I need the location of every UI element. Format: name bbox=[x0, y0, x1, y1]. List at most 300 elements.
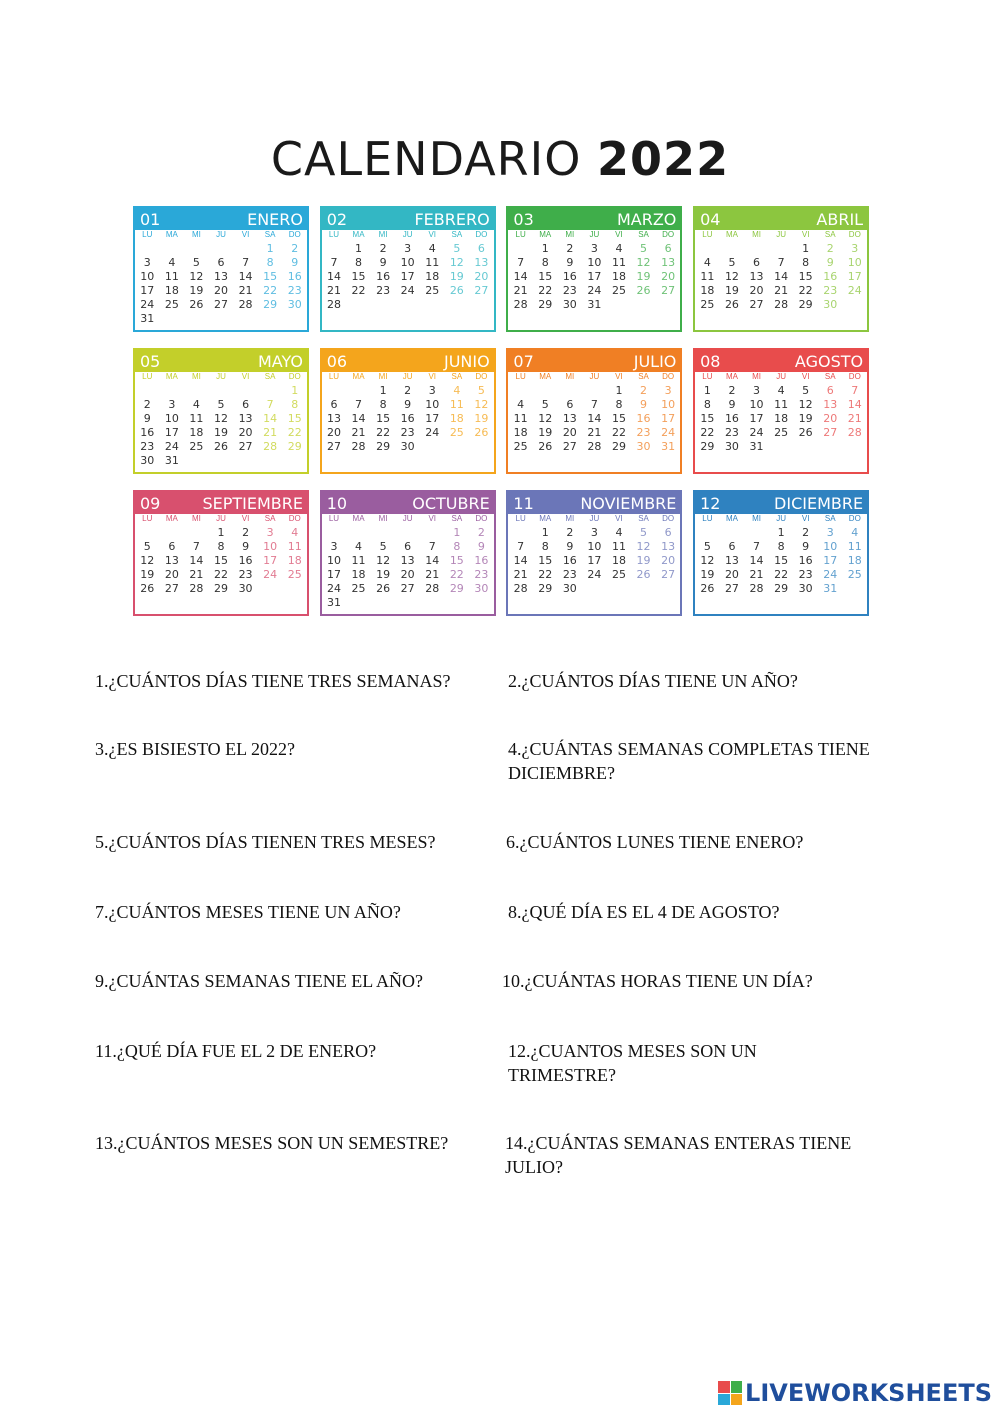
weekday-label: JU bbox=[216, 372, 226, 381]
day-number: 27 bbox=[823, 426, 838, 439]
day-number: 19 bbox=[140, 568, 155, 581]
day-number: 30 bbox=[562, 582, 577, 595]
day-number: 25 bbox=[189, 440, 204, 453]
day-number: 21 bbox=[263, 426, 278, 439]
day-number: 11 bbox=[449, 398, 464, 411]
empty-cell bbox=[184, 526, 209, 540]
logo-text: LIVEWORKSHEETS bbox=[745, 1379, 992, 1407]
day-number: 28 bbox=[513, 298, 528, 311]
weekday-label: DO bbox=[475, 372, 488, 381]
empty-cell bbox=[720, 242, 745, 256]
day-number: 13 bbox=[474, 256, 489, 269]
question-5: 5.¿CUÁNTOS DÍAS TIENEN TRES MESES? bbox=[95, 832, 436, 852]
day-number: 11 bbox=[513, 412, 528, 425]
empty-cell bbox=[322, 384, 347, 398]
day-number: 22 bbox=[263, 284, 278, 297]
day-number: 19 bbox=[636, 270, 651, 283]
day-number: 29 bbox=[538, 582, 553, 595]
weekday-label: VI bbox=[241, 230, 250, 239]
day-number: 26 bbox=[538, 440, 553, 453]
weekday-header-row bbox=[695, 372, 867, 382]
day-number: 15 bbox=[700, 412, 715, 425]
day-number: 10 bbox=[140, 270, 155, 283]
day-number: 30 bbox=[287, 298, 302, 311]
day-number: 10 bbox=[425, 398, 440, 411]
month-number: 03 bbox=[513, 210, 534, 229]
day-number: 9 bbox=[566, 256, 574, 269]
empty-cell bbox=[744, 526, 769, 540]
weekday-label: MA bbox=[539, 230, 552, 239]
day-number: 5 bbox=[802, 384, 810, 397]
weekday-label: VI bbox=[428, 514, 437, 523]
question-2: 2.¿CUÁNTOS DÍAS TIENE UN AÑO? bbox=[508, 671, 798, 691]
day-number: 8 bbox=[541, 540, 549, 553]
weekday-label: LU bbox=[328, 514, 340, 523]
day-number: 7 bbox=[517, 540, 525, 553]
day-number: 14 bbox=[847, 398, 862, 411]
weekday-label: JU bbox=[402, 514, 413, 523]
month-name: ENERO bbox=[247, 210, 303, 229]
day-number: 22 bbox=[287, 426, 302, 439]
day-number: 8 bbox=[453, 540, 461, 553]
empty-cell bbox=[135, 384, 160, 398]
weekday-label: JU bbox=[402, 230, 413, 239]
weekday-label: DO bbox=[848, 514, 861, 523]
day-number: 18 bbox=[189, 426, 204, 439]
month-agosto bbox=[693, 348, 869, 474]
day-grid bbox=[135, 240, 307, 326]
day-number: 4 bbox=[192, 398, 200, 411]
weekday-label: SA bbox=[451, 372, 463, 381]
day-number: 15 bbox=[538, 270, 553, 283]
day-number: 1 bbox=[453, 526, 461, 539]
empty-cell bbox=[160, 526, 185, 540]
day-number: 24 bbox=[425, 426, 440, 439]
day-number: 2 bbox=[291, 242, 299, 255]
day-number: 3 bbox=[168, 398, 176, 411]
day-number: 6 bbox=[217, 256, 225, 269]
weekday-header-row bbox=[322, 514, 494, 524]
day-number: 27 bbox=[474, 284, 489, 297]
day-number: 5 bbox=[379, 540, 387, 553]
day-number: 1 bbox=[802, 242, 810, 255]
day-number: 24 bbox=[140, 298, 155, 311]
day-number: 30 bbox=[238, 582, 253, 595]
month-header bbox=[508, 492, 680, 514]
day-number: 2 bbox=[379, 242, 387, 255]
weekday-header-row bbox=[322, 230, 494, 240]
day-number: 14 bbox=[749, 554, 764, 567]
day-number: 3 bbox=[143, 256, 151, 269]
month-noviembre bbox=[506, 490, 682, 616]
day-number: 27 bbox=[213, 298, 228, 311]
day-number: 25 bbox=[164, 298, 179, 311]
day-number: 19 bbox=[213, 426, 228, 439]
weekday-label: DO bbox=[662, 230, 675, 239]
weekday-label: LU bbox=[702, 514, 713, 523]
day-number: 20 bbox=[326, 426, 341, 439]
day-number: 28 bbox=[189, 582, 204, 595]
day-number: 8 bbox=[777, 540, 785, 553]
day-number: 6 bbox=[664, 526, 672, 539]
day-number: 10 bbox=[749, 398, 764, 411]
day-number: 5 bbox=[192, 256, 200, 269]
weekday-label: LU bbox=[142, 514, 153, 523]
day-number: 17 bbox=[425, 412, 440, 425]
day-number: 12 bbox=[189, 270, 204, 283]
day-grid bbox=[508, 382, 680, 454]
day-number: 17 bbox=[661, 412, 676, 425]
day-number: 24 bbox=[823, 568, 838, 581]
day-number: 19 bbox=[474, 412, 489, 425]
day-number: 7 bbox=[777, 256, 785, 269]
day-number: 4 bbox=[851, 526, 859, 539]
question-13: 13.¿CUÁNTOS MESES SON UN SEMESTRE? bbox=[95, 1133, 449, 1153]
month-name: SEPTIEMBRE bbox=[202, 494, 303, 513]
weekday-label: JU bbox=[776, 514, 786, 523]
day-number: 16 bbox=[376, 270, 391, 283]
weekday-label: LU bbox=[142, 372, 153, 381]
day-number: 28 bbox=[238, 298, 253, 311]
day-number: 1 bbox=[541, 526, 549, 539]
day-number: 23 bbox=[287, 284, 302, 297]
day-number: 16 bbox=[724, 412, 739, 425]
day-number: 15 bbox=[213, 554, 228, 567]
day-number: 25 bbox=[287, 568, 302, 581]
day-number: 9 bbox=[379, 256, 387, 269]
day-number: 3 bbox=[330, 540, 338, 553]
day-number: 12 bbox=[636, 540, 651, 553]
day-number: 11 bbox=[164, 270, 179, 283]
day-number: 2 bbox=[728, 384, 736, 397]
weekday-label: JU bbox=[589, 514, 600, 523]
day-number: 21 bbox=[847, 412, 862, 425]
day-number: 18 bbox=[774, 412, 789, 425]
month-number: 10 bbox=[326, 494, 348, 513]
day-number: 9 bbox=[826, 256, 834, 269]
question-6: 6.¿CUÁNTOS LUNES TIENE ENERO? bbox=[506, 832, 804, 852]
day-number: 3 bbox=[590, 242, 598, 255]
month-header bbox=[135, 492, 307, 514]
day-number: 26 bbox=[213, 440, 228, 453]
day-number: 26 bbox=[636, 568, 651, 581]
day-number: 28 bbox=[351, 440, 366, 453]
day-number: 7 bbox=[330, 256, 338, 269]
weekday-label: LU bbox=[515, 230, 526, 239]
day-number: 20 bbox=[661, 554, 676, 567]
logo-square bbox=[718, 1381, 730, 1393]
calendar-grid bbox=[133, 206, 867, 616]
day-number: 4 bbox=[428, 242, 436, 255]
day-number: 7 bbox=[851, 384, 859, 397]
day-number: 15 bbox=[351, 270, 366, 283]
day-number: 23 bbox=[474, 568, 489, 581]
day-number: 2 bbox=[242, 526, 250, 539]
day-number: 23 bbox=[140, 440, 155, 453]
month-header bbox=[135, 208, 307, 230]
day-number: 20 bbox=[749, 284, 764, 297]
day-number: 2 bbox=[566, 242, 574, 255]
weekday-label: MI bbox=[378, 514, 388, 523]
day-number: 6 bbox=[566, 398, 574, 411]
weekday-label: LU bbox=[702, 230, 713, 239]
day-number: 25 bbox=[425, 284, 440, 297]
day-number: 7 bbox=[192, 540, 200, 553]
day-number: 16 bbox=[636, 412, 651, 425]
day-number: 10 bbox=[661, 398, 676, 411]
logo-square bbox=[731, 1381, 743, 1393]
day-number: 29 bbox=[700, 440, 715, 453]
day-number: 16 bbox=[562, 270, 577, 283]
day-number: 1 bbox=[379, 384, 387, 397]
day-number: 20 bbox=[823, 412, 838, 425]
day-number: 8 bbox=[217, 540, 225, 553]
day-number: 30 bbox=[562, 298, 577, 311]
day-number: 29 bbox=[449, 582, 464, 595]
weekday-label: SA bbox=[451, 514, 463, 523]
day-number: 12 bbox=[700, 554, 715, 567]
day-number: 20 bbox=[562, 426, 577, 439]
day-number: 23 bbox=[724, 426, 739, 439]
weekday-label: SA bbox=[824, 372, 836, 381]
day-number: 7 bbox=[428, 540, 436, 553]
empty-cell bbox=[135, 526, 160, 540]
day-number: 15 bbox=[449, 554, 464, 567]
day-number: 29 bbox=[213, 582, 228, 595]
day-number: 11 bbox=[611, 540, 626, 553]
month-number: 04 bbox=[700, 210, 721, 229]
month-septiembre bbox=[133, 490, 309, 616]
day-number: 21 bbox=[513, 284, 528, 297]
weekday-label: DO bbox=[475, 230, 488, 239]
weekday-label: SA bbox=[264, 514, 276, 523]
day-number: 28 bbox=[326, 298, 341, 311]
day-number: 4 bbox=[615, 526, 623, 539]
month-julio bbox=[506, 348, 682, 474]
month-febrero bbox=[320, 206, 496, 332]
day-number: 16 bbox=[238, 554, 253, 567]
day-number: 23 bbox=[823, 284, 838, 297]
question-4: 4.¿CUÁNTAS SEMANAS COMPLETAS TIENE DICIEMBRE? bbox=[508, 739, 870, 783]
day-number: 18 bbox=[425, 270, 440, 283]
day-number: 26 bbox=[474, 426, 489, 439]
day-number: 13 bbox=[562, 412, 577, 425]
liveworksheets-logo[interactable] bbox=[718, 1378, 992, 1408]
day-number: 24 bbox=[587, 284, 602, 297]
weekday-label: MA bbox=[165, 230, 178, 239]
empty-cell bbox=[720, 526, 745, 540]
day-number: 21 bbox=[425, 568, 440, 581]
empty-cell bbox=[209, 242, 234, 256]
day-number: 25 bbox=[774, 426, 789, 439]
weekday-label: DO bbox=[288, 514, 301, 523]
weekday-label: LU bbox=[328, 230, 340, 239]
day-number: 31 bbox=[326, 596, 341, 609]
day-number: 5 bbox=[217, 398, 225, 411]
day-number: 26 bbox=[376, 582, 391, 595]
day-number: 4 bbox=[168, 256, 176, 269]
question-11: 11.¿QUÉ DÍA FUE EL 2 DE ENERO? bbox=[95, 1041, 377, 1061]
day-number: 19 bbox=[538, 426, 553, 439]
calendar-title-word: CALENDARIO bbox=[270, 132, 582, 186]
weekday-header-row bbox=[508, 230, 680, 240]
day-number: 14 bbox=[513, 270, 528, 283]
empty-cell bbox=[322, 242, 347, 256]
weekday-label: DO bbox=[475, 514, 488, 523]
day-number: 1 bbox=[777, 526, 785, 539]
day-number: 17 bbox=[587, 270, 602, 283]
day-number: 19 bbox=[376, 568, 391, 581]
weekday-label: DO bbox=[288, 372, 301, 381]
day-number: 10 bbox=[164, 412, 179, 425]
day-number: 29 bbox=[538, 298, 553, 311]
month-number: 07 bbox=[513, 352, 534, 371]
empty-cell bbox=[209, 384, 234, 398]
day-number: 11 bbox=[351, 554, 366, 567]
weekday-label: DO bbox=[848, 230, 861, 239]
day-number: 4 bbox=[517, 398, 525, 411]
month-header bbox=[695, 492, 867, 514]
day-number: 10 bbox=[847, 256, 862, 269]
empty-cell bbox=[695, 526, 720, 540]
month-number: 02 bbox=[326, 210, 348, 229]
day-number: 9 bbox=[143, 412, 151, 425]
month-header bbox=[135, 350, 307, 372]
weekday-header-row bbox=[322, 372, 494, 382]
day-number: 14 bbox=[351, 412, 366, 425]
day-number: 6 bbox=[728, 540, 736, 553]
weekday-label: VI bbox=[801, 514, 810, 523]
day-number: 8 bbox=[379, 398, 387, 411]
weekday-label: LU bbox=[702, 372, 713, 381]
day-number: 12 bbox=[724, 270, 739, 283]
day-number: 12 bbox=[140, 554, 155, 567]
empty-cell bbox=[508, 384, 533, 398]
day-number: 17 bbox=[587, 554, 602, 567]
day-number: 26 bbox=[724, 298, 739, 311]
day-number: 6 bbox=[330, 398, 338, 411]
empty-cell bbox=[582, 384, 607, 398]
day-number: 22 bbox=[774, 568, 789, 581]
weekday-label: MA bbox=[539, 372, 552, 381]
weekday-label: MI bbox=[191, 230, 201, 239]
day-number: 17 bbox=[326, 568, 341, 581]
month-header bbox=[695, 350, 867, 372]
day-number: 8 bbox=[541, 256, 549, 269]
weekday-label: VI bbox=[615, 514, 623, 523]
day-grid bbox=[695, 240, 867, 312]
day-number: 30 bbox=[474, 582, 489, 595]
day-number: 25 bbox=[611, 284, 626, 297]
weekday-label: MI bbox=[191, 514, 201, 523]
empty-cell bbox=[769, 242, 794, 256]
day-grid bbox=[322, 382, 494, 454]
day-number: 3 bbox=[266, 526, 274, 539]
day-number: 6 bbox=[404, 540, 412, 553]
day-number: 15 bbox=[611, 412, 626, 425]
weekday-label: DO bbox=[848, 372, 861, 381]
day-number: 22 bbox=[538, 568, 553, 581]
day-number: 2 bbox=[826, 242, 834, 255]
day-number: 18 bbox=[287, 554, 302, 567]
weekday-label: JU bbox=[216, 514, 226, 523]
month-name: AGOSTO bbox=[794, 352, 864, 371]
day-number: 17 bbox=[847, 270, 862, 283]
month-mayo bbox=[133, 348, 309, 474]
weekday-label: LU bbox=[515, 372, 526, 381]
logo-mark-icon bbox=[718, 1381, 742, 1405]
day-number: 14 bbox=[425, 554, 440, 567]
weekday-label: MA bbox=[725, 514, 738, 523]
day-number: 17 bbox=[400, 270, 415, 283]
day-number: 2 bbox=[566, 526, 574, 539]
day-number: 16 bbox=[562, 554, 577, 567]
day-number: 28 bbox=[847, 426, 862, 439]
month-number: 12 bbox=[700, 494, 721, 513]
weekday-label: JU bbox=[776, 372, 786, 381]
day-number: 15 bbox=[287, 412, 302, 425]
month-diciembre bbox=[693, 490, 869, 616]
day-number: 26 bbox=[140, 582, 155, 595]
weekday-label: SA bbox=[264, 372, 276, 381]
day-number: 15 bbox=[376, 412, 391, 425]
day-number: 29 bbox=[611, 440, 626, 453]
day-number: 9 bbox=[291, 256, 299, 269]
weekday-label: VI bbox=[241, 372, 250, 381]
question-10: 10.¿CUÁNTAS HORAS TIENE UN DÍA? bbox=[502, 971, 813, 991]
day-number: 23 bbox=[400, 426, 415, 439]
day-number: 22 bbox=[449, 568, 464, 581]
day-number: 30 bbox=[400, 440, 415, 453]
weekday-label: LU bbox=[142, 230, 153, 239]
day-number: 8 bbox=[615, 398, 623, 411]
empty-cell bbox=[558, 384, 583, 398]
day-number: 12 bbox=[376, 554, 391, 567]
month-header bbox=[322, 492, 494, 514]
day-number: 25 bbox=[513, 440, 528, 453]
day-number: 13 bbox=[213, 270, 228, 283]
day-number: 21 bbox=[749, 568, 764, 581]
day-number: 28 bbox=[263, 440, 278, 453]
day-number: 15 bbox=[538, 554, 553, 567]
weekday-label: MA bbox=[539, 514, 552, 523]
weekday-label: SA bbox=[824, 514, 836, 523]
month-marzo bbox=[506, 206, 682, 332]
day-number: 14 bbox=[513, 554, 528, 567]
day-number: 28 bbox=[749, 582, 764, 595]
weekday-header-row bbox=[508, 514, 680, 524]
calendar-title-year: 2022 bbox=[597, 132, 730, 186]
weekday-label: MA bbox=[165, 514, 178, 523]
weekday-label: SA bbox=[638, 372, 649, 381]
weekday-label: MI bbox=[565, 230, 575, 239]
day-number: 18 bbox=[449, 412, 464, 425]
day-number: 23 bbox=[562, 284, 577, 297]
empty-cell bbox=[695, 242, 720, 256]
day-number: 14 bbox=[587, 412, 602, 425]
day-number: 4 bbox=[777, 384, 785, 397]
day-number: 1 bbox=[615, 384, 623, 397]
month-header bbox=[322, 208, 494, 230]
question-7: 7.¿CUÁNTOS MESES TIENE UN AÑO? bbox=[95, 902, 401, 922]
logo-square bbox=[731, 1394, 743, 1406]
day-grid bbox=[322, 240, 494, 312]
day-number: 21 bbox=[513, 568, 528, 581]
weekday-label: JU bbox=[589, 230, 600, 239]
day-number: 3 bbox=[428, 384, 436, 397]
day-number: 20 bbox=[400, 568, 415, 581]
day-number: 2 bbox=[404, 384, 412, 397]
